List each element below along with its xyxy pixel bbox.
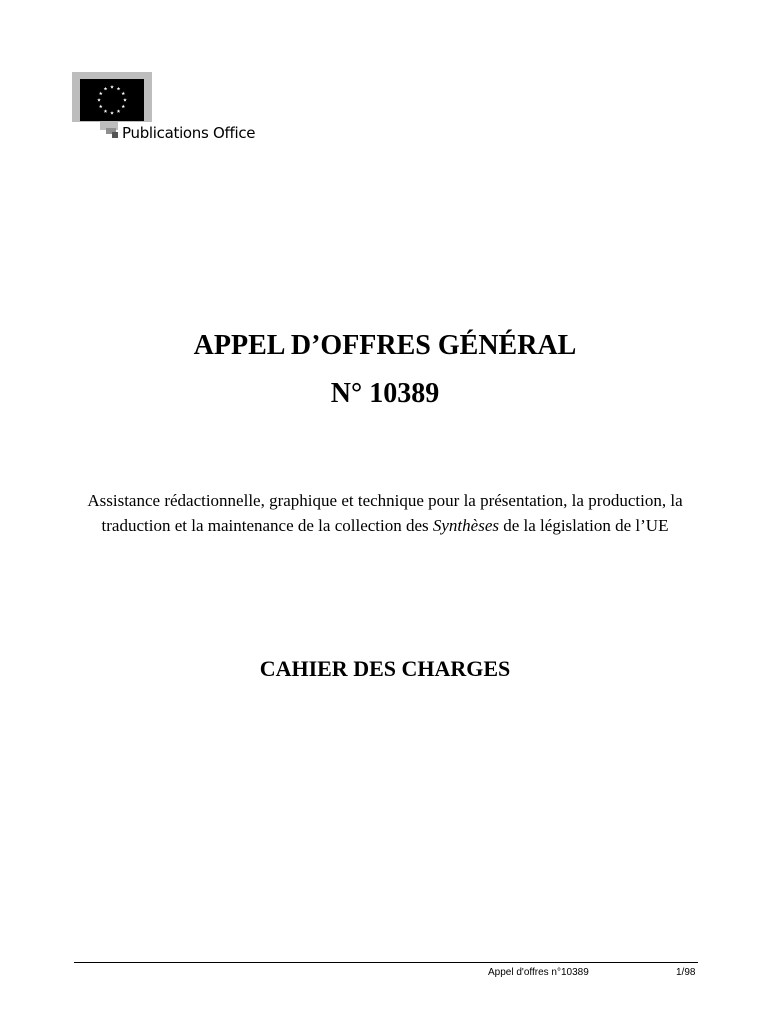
page-number: 1/98	[676, 967, 696, 978]
eu-star-icon	[123, 98, 127, 102]
eu-star-icon	[99, 105, 103, 109]
eu-star-icon	[110, 85, 114, 89]
footer-reference: Appel d'offres n°10389	[488, 967, 589, 978]
eu-star-icon	[117, 87, 121, 91]
eu-star-icon	[121, 105, 125, 109]
tender-subject	[60, 488, 710, 538]
section-heading: CAHIER DES CHARGES	[259, 656, 511, 681]
eu-star-icon	[104, 109, 108, 113]
eu-star-icon	[104, 87, 108, 91]
subject-text: Assistance rédactionnelle, graphique et technique pour la présentation, la production, la traduction et la maintenance de la collection des	[87, 491, 683, 535]
document-title: APPEL D’OFFRES GÉNÉRAL	[193, 330, 577, 361]
subject-italic-text: Synthèses	[432, 516, 499, 535]
logo-label: Publications Office	[122, 124, 256, 142]
eu-flag-icon	[80, 79, 144, 121]
logo-step-shape	[112, 132, 118, 138]
eu-stars-icon	[80, 79, 144, 121]
footer-divider	[74, 962, 698, 963]
subject-text-end: de la législation de l’UE	[498, 516, 669, 535]
eu-star-icon	[121, 92, 125, 96]
eu-star-icon	[99, 92, 103, 96]
eu-star-icon	[110, 111, 114, 115]
eu-star-icon	[117, 109, 121, 113]
eu-star-icon	[97, 98, 101, 102]
publications-office-logo	[72, 72, 272, 142]
tender-number: N° 10389	[330, 378, 440, 409]
